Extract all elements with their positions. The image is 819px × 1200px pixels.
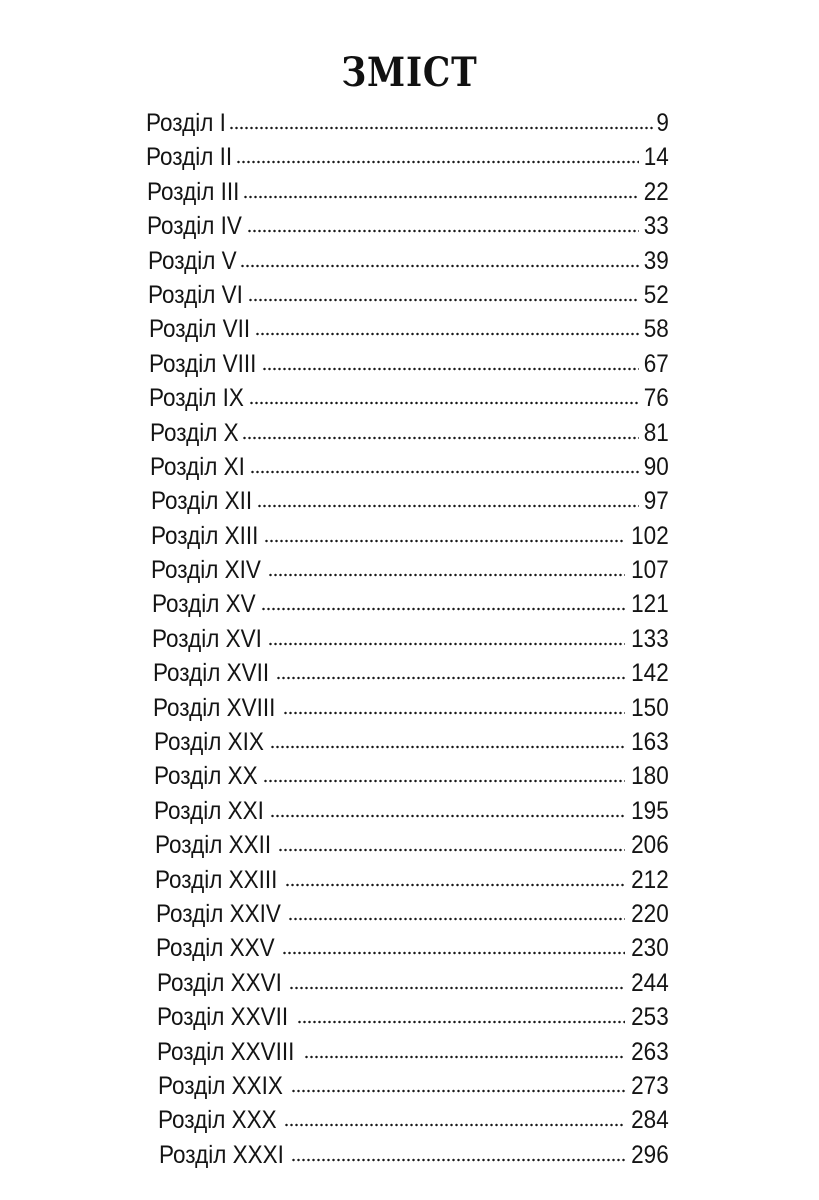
toc-entry xyxy=(146,725,669,759)
toc-entry-label: Розділ VIII xyxy=(148,349,257,378)
toc-entry-page-number: 9 xyxy=(656,109,669,137)
dot-leader xyxy=(268,642,625,646)
toc-entry-label: Розділ XVIII xyxy=(153,693,276,722)
toc-entry-label: Розділ XXIV xyxy=(155,899,281,928)
toc-entry xyxy=(146,622,669,656)
toc-entry xyxy=(146,794,669,828)
page-title: ЗМІСТ xyxy=(341,48,478,96)
toc-entry-page-number: 97 xyxy=(643,487,669,516)
toc-entry xyxy=(146,484,669,518)
toc-entry-label: Розділ XXVI xyxy=(156,968,282,997)
toc-entry-page-number: 58 xyxy=(643,315,669,344)
toc-entry-page-number: 253 xyxy=(631,1003,669,1032)
toc-entry xyxy=(146,931,669,965)
dot-leader xyxy=(242,436,639,440)
toc-entry-label: Розділ V xyxy=(147,246,237,275)
toc-entry xyxy=(146,209,669,243)
toc-entry-page-number: 76 xyxy=(643,384,669,413)
toc-entry-page-number: 39 xyxy=(643,246,669,275)
toc-entry-page-number: 163 xyxy=(631,728,669,757)
toc-entry-page-number: 81 xyxy=(643,418,669,447)
toc-entry-page-number: 180 xyxy=(631,762,669,791)
toc-entry xyxy=(146,1103,669,1137)
toc-entry-page-number: 273 xyxy=(631,1071,669,1100)
toc-entry-label: Розділ XXII xyxy=(154,831,271,860)
toc-entry-page-number: 263 xyxy=(631,1037,669,1066)
toc-entry xyxy=(146,1000,669,1034)
toc-entry-label: Розділ XIV xyxy=(151,556,262,585)
toc-entry-label: Розділ XXX xyxy=(158,1106,277,1135)
toc-entry-label: Розділ XVI xyxy=(152,624,263,653)
toc-entry-label: Розділ XXXI xyxy=(158,1140,284,1169)
dot-leader xyxy=(283,711,625,715)
dot-leader xyxy=(262,367,639,371)
toc-entry xyxy=(146,966,669,1000)
dot-leader xyxy=(297,1020,626,1024)
toc-entry-label: Розділ XXVII xyxy=(156,1003,289,1032)
toc-entry-page-number: 142 xyxy=(631,659,669,688)
toc-entry-page-number: 284 xyxy=(631,1106,669,1135)
toc-entry-page-number: 22 xyxy=(643,177,669,206)
toc-entry xyxy=(146,828,669,862)
toc-entry-label: Розділ I xyxy=(146,109,226,137)
dot-leader xyxy=(291,1089,626,1093)
toc-entry-label: Розділ XII xyxy=(150,487,252,516)
toc-entry xyxy=(146,656,669,690)
toc-entry-page-number: 33 xyxy=(643,212,669,241)
toc-entry-label: Розділ XI xyxy=(150,452,246,481)
toc-entry xyxy=(146,278,669,312)
toc-entry xyxy=(146,1035,669,1069)
toc-entry-label: Розділ XIX xyxy=(153,728,264,757)
toc-entry xyxy=(146,312,669,346)
toc-entry xyxy=(146,347,669,381)
dot-leader xyxy=(282,951,625,955)
toc-entry-label: Розділ XXIII xyxy=(155,865,278,894)
toc-entry-page-number: 206 xyxy=(631,831,669,860)
toc-entry-page-number: 90 xyxy=(643,452,669,481)
toc-entry-label: Розділ XXIX xyxy=(157,1071,283,1100)
dot-leader xyxy=(255,332,639,336)
toc-entry-page-number: 212 xyxy=(631,865,669,894)
toc-entry-page-number: 121 xyxy=(631,590,669,619)
toc-entry-page-number: 14 xyxy=(643,143,669,172)
toc-entry xyxy=(146,1138,669,1172)
dot-leader xyxy=(236,160,639,164)
toc-entry xyxy=(146,140,669,174)
toc-entry-page-number: 296 xyxy=(631,1140,669,1169)
toc-entry-label: Розділ XV xyxy=(151,590,256,619)
dot-leader xyxy=(229,126,653,130)
dot-leader xyxy=(276,676,626,680)
toc-entry-label: Розділ XXI xyxy=(154,796,265,825)
toc-entry-label: Розділ X xyxy=(149,418,239,447)
toc-entry-label: Розділ VII xyxy=(148,315,250,344)
toc-entry xyxy=(146,175,669,209)
dot-leader xyxy=(240,264,639,268)
dot-leader xyxy=(249,401,639,405)
dot-leader xyxy=(284,1123,625,1127)
dot-leader xyxy=(288,917,625,921)
dot-leader xyxy=(289,986,625,990)
toc-entry-label: Розділ IX xyxy=(149,384,245,413)
dot-leader xyxy=(304,1055,625,1059)
toc-entry xyxy=(146,1069,669,1103)
toc-entry-page-number: 244 xyxy=(631,968,669,997)
dot-leader xyxy=(263,779,625,783)
dot-leader xyxy=(268,573,626,577)
toc-entry-page-number: 133 xyxy=(631,624,669,653)
table-of-contents xyxy=(146,106,669,1172)
toc-entry-label: Розділ XX xyxy=(153,762,258,791)
toc-entry xyxy=(146,381,669,415)
toc-entry xyxy=(146,691,669,725)
toc-entry-page-number: 230 xyxy=(631,934,669,963)
toc-entry xyxy=(146,519,669,553)
toc-entry-page-number: 102 xyxy=(631,521,669,550)
toc-entry xyxy=(146,106,669,140)
toc-entry xyxy=(146,863,669,897)
dot-leader xyxy=(270,745,626,749)
toc-entry xyxy=(146,897,669,931)
toc-entry xyxy=(146,553,669,587)
dot-leader xyxy=(278,848,625,852)
toc-entry-label: Розділ III xyxy=(146,177,240,206)
toc-entry xyxy=(146,759,669,793)
toc-entry xyxy=(146,244,669,278)
dot-leader xyxy=(250,470,640,474)
toc-entry-label: Розділ XIII xyxy=(151,521,259,550)
dot-leader xyxy=(257,504,639,508)
toc-entry-label: Розділ XXV xyxy=(156,934,275,963)
toc-entry xyxy=(146,416,669,450)
dot-leader xyxy=(291,1158,625,1162)
toc-entry-page-number: 107 xyxy=(631,556,669,585)
dot-leader xyxy=(248,298,640,302)
toc-entry-page-number: 195 xyxy=(631,796,669,825)
dot-leader xyxy=(285,883,625,887)
toc-entry-label: Розділ II xyxy=(146,143,233,172)
toc-entry xyxy=(146,450,669,484)
toc-entry-label: Розділ VI xyxy=(148,280,243,309)
toc-entry-label: Розділ XVII xyxy=(152,659,269,688)
toc-entry xyxy=(146,587,669,621)
toc-entry-page-number: 220 xyxy=(631,899,669,928)
dot-leader xyxy=(261,607,625,611)
toc-entry-page-number: 150 xyxy=(631,693,669,722)
toc-entry-page-number: 67 xyxy=(643,349,669,378)
toc-entry-label: Розділ XXVIII xyxy=(157,1037,295,1066)
toc-entry-page-number: 52 xyxy=(643,280,669,309)
dot-leader xyxy=(247,229,640,233)
dot-leader xyxy=(243,195,639,199)
toc-entry-label: Розділ IV xyxy=(147,212,243,241)
dot-leader xyxy=(270,814,625,818)
dot-leader xyxy=(264,539,625,543)
